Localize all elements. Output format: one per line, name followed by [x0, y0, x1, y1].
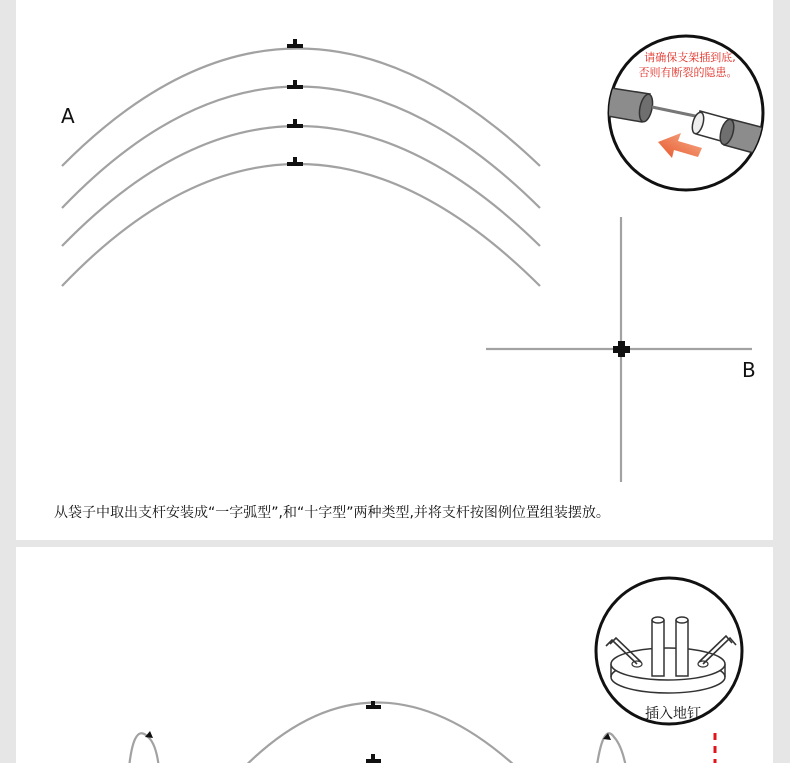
- inner-arc-connector: [366, 754, 381, 763]
- loop-rod-right: [595, 733, 628, 763]
- stake-label: 插入地钉: [645, 706, 701, 722]
- large-arc-rod: [232, 703, 530, 763]
- arc-rod-4: [62, 164, 540, 286]
- step1-caption: 从袋子中取出支杆安装成“一字弧型”,和“十字型”两种类型,并将支杆按图例位置组装摆放。: [54, 505, 610, 521]
- cross-connector: [613, 341, 630, 357]
- warning-line-1: 请确保支架插到底,: [644, 51, 736, 64]
- label-a: A: [61, 104, 75, 128]
- arc-connector-3: [287, 119, 303, 128]
- ground-stake-callout: [596, 578, 742, 724]
- insert-fully-callout: [596, 36, 780, 190]
- arc-connector-4: [287, 157, 303, 166]
- loop-rod-left: [128, 733, 160, 763]
- label-b: B: [742, 358, 756, 382]
- arc-connector-2: [287, 80, 303, 89]
- warning-line-2: 否则有断裂的隐患。: [638, 66, 738, 79]
- arc-connector-1: [287, 39, 303, 48]
